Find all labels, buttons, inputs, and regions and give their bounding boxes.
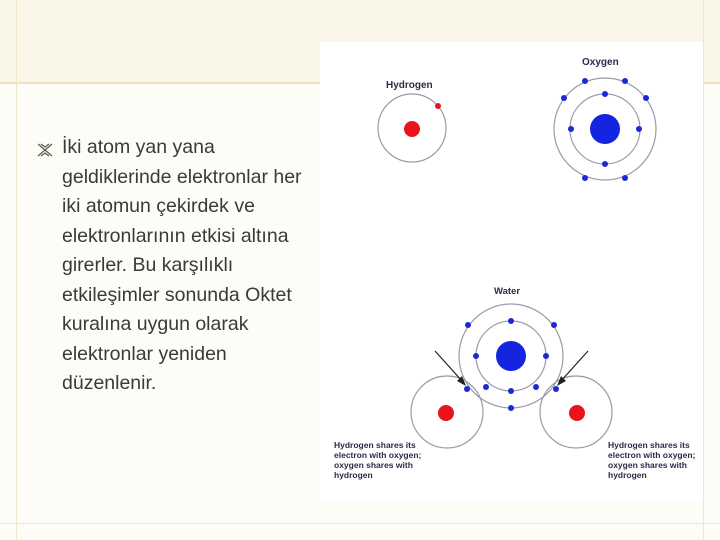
slide-body-text: İki atom yan yana geldiklerinde elektronlar her iki atomun çekirdek ve elektronlarının etkisi altına girerler. Bu karşılıklı etkileşimler sonunda Oktet kuralına uygun olarak elektronlar yeniden düzenlenir.: [62, 136, 302, 394]
svg-text:oxygen shares with: oxygen shares with: [608, 460, 687, 470]
svg-text:Hydrogen shares its: Hydrogen shares its: [334, 440, 416, 450]
right-border-line: [703, 0, 704, 540]
right-caption: [608, 440, 696, 480]
water-outer-electron: [543, 353, 549, 359]
water-outer-electron: [465, 322, 471, 328]
water-label: Water: [494, 286, 521, 297]
oxygen-outer-electron: [643, 95, 649, 101]
oxygen-outer-electron: [622, 175, 628, 181]
oxygen-outer-electron: [636, 126, 642, 132]
hydrogen-nucleus: [404, 121, 420, 137]
left-caption: [334, 440, 422, 480]
water-left-hydrogen-nucleus: [438, 405, 454, 421]
left-border-line: [16, 0, 17, 540]
svg-text:electron with oxygen;: electron with oxygen;: [608, 450, 696, 460]
water-outer-electron: [473, 353, 479, 359]
oxygen-nucleus: [590, 114, 620, 144]
oxygen-outer-electron: [622, 78, 628, 84]
atom-diagram-figure: [320, 42, 703, 502]
water-inner-electron: [508, 388, 514, 394]
left-shared-arrow: [435, 351, 466, 386]
water-outer-electron: [483, 384, 489, 390]
oxygen-label: Oxygen: [582, 57, 619, 68]
hydrogen-label: Hydrogen: [386, 80, 433, 91]
water-oxygen-nucleus: [496, 341, 526, 371]
water-shared-electron: [553, 386, 559, 392]
dingbat-bullet-icon: [36, 141, 54, 159]
water-outer-electron: [508, 405, 514, 411]
svg-text:electron with oxygen;: electron with oxygen;: [334, 450, 422, 460]
water-inner-electron: [508, 318, 514, 324]
oxygen-inner-electron: [602, 161, 608, 167]
oxygen-outer-electron: [568, 126, 574, 132]
svg-text:oxygen shares with: oxygen shares with: [334, 460, 413, 470]
svg-text:hydrogen: hydrogen: [334, 470, 373, 480]
water-right-hydrogen-nucleus: [569, 405, 585, 421]
water-shared-electron: [464, 386, 470, 392]
water-outer-electron: [533, 384, 539, 390]
oxygen-outer-electron: [582, 175, 588, 181]
hydrogen-electron: [435, 103, 441, 109]
atom-diagram: [320, 42, 703, 502]
oxygen-outer-electron: [582, 78, 588, 84]
bottom-border-line: [0, 523, 720, 524]
svg-text:hydrogen: hydrogen: [608, 470, 647, 480]
oxygen-outer-electron: [561, 95, 567, 101]
water-outer-electron: [551, 322, 557, 328]
oxygen-inner-electron: [602, 91, 608, 97]
svg-text:Hydrogen shares its: Hydrogen shares its: [608, 440, 690, 450]
